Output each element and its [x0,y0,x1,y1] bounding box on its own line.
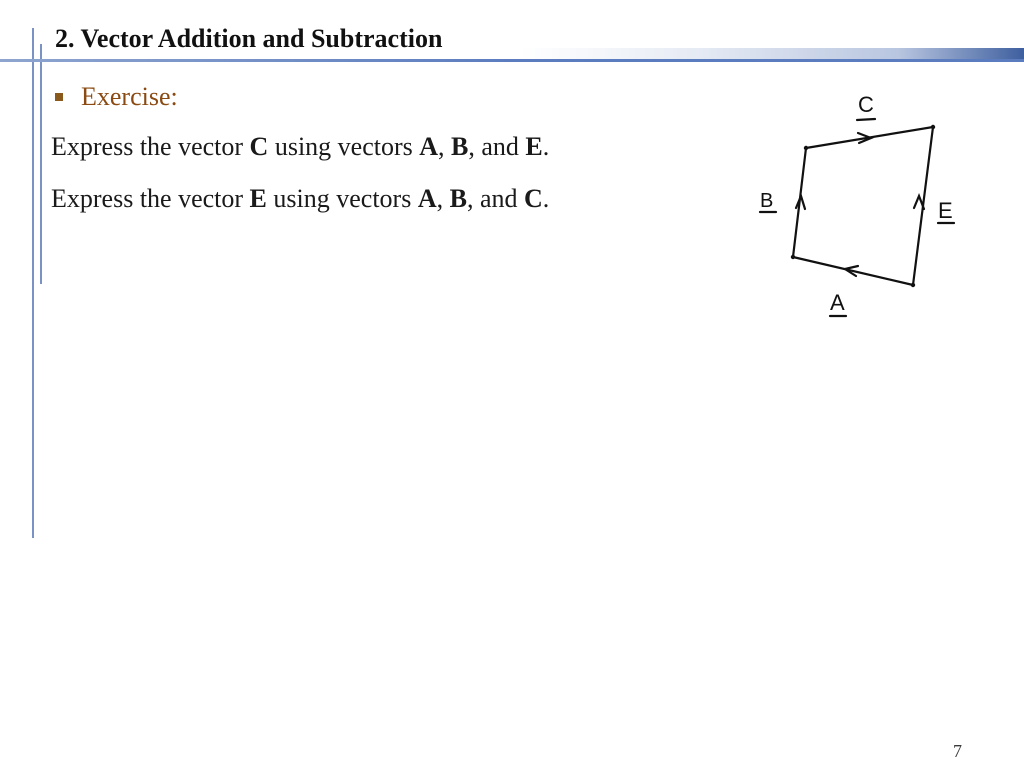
vector-e-arrowhead [914,196,924,209]
bullet-exercise [55,82,178,112]
line1-vector-b: B [451,132,469,161]
label-c-underline [857,119,875,120]
vector-a-line [793,257,913,285]
line2-prefix: Express the vector [51,184,250,213]
label-b: B [760,190,774,212]
left-decorative-line [32,28,34,538]
line2-vector: E [249,184,267,213]
exercise-line-2 [51,184,549,214]
line1-vector-a: A [419,132,439,161]
line1-prefix: Express the vector [51,132,250,161]
line2-vector-b: B [449,184,467,213]
bullet-label: Exercise: [81,82,178,111]
vertex-top-right [931,125,935,129]
label-c: C [858,92,874,117]
line1-vector-c: E [525,132,543,161]
line2-mid: using vectors [266,184,418,213]
line1-vector: C [249,132,269,161]
vector-quadrilateral-diagram [740,88,980,328]
line2-sep2: , and [466,184,524,213]
line2-vector-a: A [417,184,437,213]
vertex-bottom-left [791,255,795,259]
square-bullet-icon [55,93,63,101]
page-number: 7 [953,741,962,761]
slide-title: 2. Vector Addition and Subtraction [55,24,443,53]
line2-vector-c: C [523,184,543,213]
exercise-line-1 [51,132,549,162]
left-decorative-line-inner [40,44,42,284]
label-a: A [830,290,845,315]
line1-sep2: , and [468,132,526,161]
line1-sep1: , [438,132,452,161]
line2-sep1: , [436,184,450,213]
vertex-bottom-right [911,283,915,287]
line1-end: . [542,132,550,161]
label-e: E [938,198,953,223]
title-underline [0,59,1024,62]
line2-end: . [542,184,550,213]
vertex-top-left [804,146,808,150]
line1-mid: using vectors [268,132,420,161]
